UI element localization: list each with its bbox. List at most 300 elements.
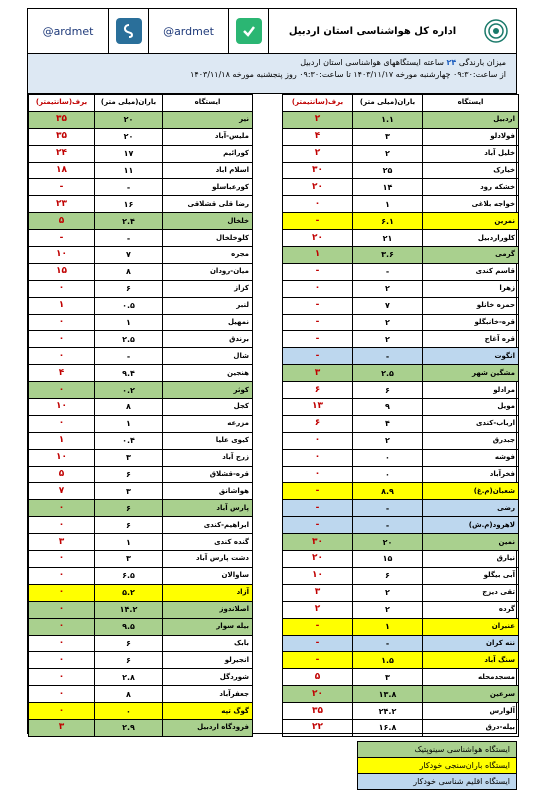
snow-value: ۰ (29, 601, 95, 618)
rain-value: ۱۴.۲ (95, 601, 163, 618)
bale-cell (228, 9, 268, 53)
table-row (283, 601, 519, 618)
station-name: خیارک (423, 162, 519, 179)
table-row (283, 432, 519, 449)
snow-value: ۰ (29, 703, 95, 720)
met-logo-icon (483, 18, 509, 44)
table-row (283, 652, 519, 669)
rain-value: ۲.۴ (95, 213, 163, 230)
station-name: کلوخلخال (163, 230, 253, 247)
station-name: انجیرلو (163, 652, 253, 669)
snow-value: ۱۰ (29, 449, 95, 466)
snow-value: ۲ (283, 601, 353, 618)
station-name: نمرین (423, 213, 519, 230)
table-row (283, 213, 519, 230)
rain-value: ۲ (353, 314, 423, 331)
snow-value: ۲۰ (283, 686, 353, 703)
rain-value: ۶ (353, 382, 423, 399)
snow-value: - (283, 517, 353, 534)
handle-left[interactable]: @ardmet (42, 24, 94, 38)
snow-value: ۰ (283, 280, 353, 297)
snow-value: ۶ (283, 415, 353, 432)
station-name: ساوالان (163, 567, 253, 584)
snow-value: ۵ (29, 213, 95, 230)
station-name: کجل (163, 399, 253, 416)
snow-value: ۲۴ (29, 145, 95, 162)
station-name: فوشه (423, 449, 519, 466)
table-row (283, 500, 519, 517)
station-name: مشگین شهر (423, 365, 519, 382)
legend (357, 741, 517, 790)
snow-value: ۶ (283, 382, 353, 399)
table-row (283, 415, 519, 432)
station-name: لاهرود(م.ش) (423, 517, 519, 534)
table-row (29, 382, 253, 399)
table-row (29, 297, 253, 314)
rain-value: - (95, 179, 163, 196)
station-name: کورائیم (163, 145, 253, 162)
snow-value: - (283, 263, 353, 280)
rain-value: ۰.۴ (95, 432, 163, 449)
legend-climate-auto: ایستگاه اقلیم شناسی خودکار (358, 774, 516, 789)
snow-value: ۰ (29, 618, 95, 635)
snow-value: ۴ (29, 365, 95, 382)
station-name: هواشانق (163, 483, 253, 500)
rain-value: ۱۴ (353, 179, 423, 196)
snow-value: - (29, 179, 95, 196)
rain-value: ۸ (95, 686, 163, 703)
snow-value: ۰ (29, 331, 95, 348)
snow-value: ۰ (283, 196, 353, 213)
table-row (29, 449, 253, 466)
table-row (29, 128, 253, 145)
snow-value: ۳ (29, 534, 95, 551)
station-name: ننه کران (423, 635, 519, 652)
snow-value: - (29, 230, 95, 247)
table-header-row (29, 95, 253, 112)
snow-value: ۱۰ (29, 247, 95, 264)
station-name: گرمی (423, 247, 519, 264)
table-row (29, 466, 253, 483)
station-name: زرج آباد (163, 449, 253, 466)
snow-value: - (283, 331, 353, 348)
rain-value: ۱ (353, 618, 423, 635)
table-row (29, 669, 253, 686)
station-name: گوگ تپه (163, 703, 253, 720)
table-row (283, 179, 519, 196)
rain-value: ۱.۵ (353, 652, 423, 669)
rain-value: ۲ (353, 331, 423, 348)
table-row (29, 618, 253, 635)
rain-value: - (353, 517, 423, 534)
rain-value: - (353, 500, 423, 517)
table-row (283, 162, 519, 179)
rain-value: - (95, 348, 163, 365)
station-name: آزاد (163, 584, 253, 601)
station-name: رضی (423, 500, 519, 517)
station-name: اصلاندوز (163, 601, 253, 618)
station-name: فولادلو (423, 128, 519, 145)
table-row (283, 128, 519, 145)
table-row (29, 314, 253, 331)
snow-value: ۰ (283, 432, 353, 449)
rain-value: ۲۴.۲ (353, 703, 423, 720)
table-row (283, 567, 519, 584)
table-row (283, 230, 519, 247)
info-line-2: از ساعت:۰۹:۳۰ چهارشنبه مورخه ۱۴۰۳/۱۱/۱۷ تا ساعت:۰۹:۳۰ روز پنجشنبه مورخه ۱۴۰۳/۱۱/۱۸ (190, 70, 506, 79)
station-name: تقی دیزج (423, 584, 519, 601)
bale-app-icon[interactable] (236, 18, 262, 44)
table-row (29, 719, 253, 736)
station-name: حمزه خانلو (423, 297, 519, 314)
table-row (29, 365, 253, 382)
rain-value: ۷ (95, 247, 163, 264)
table-row (29, 331, 253, 348)
station-name: بیله-درق (423, 719, 519, 736)
rain-value: ۱۷ (95, 145, 163, 162)
col-rain: باران(میلی متر) (353, 95, 423, 112)
snow-value: ۲ (283, 111, 353, 128)
rain-value: ۲۵ (353, 162, 423, 179)
table-row (283, 297, 519, 314)
snow-value: - (283, 483, 353, 500)
station-name: اردبیل (423, 111, 519, 128)
snow-value: ۱ (29, 432, 95, 449)
table-row (29, 432, 253, 449)
table-row (29, 567, 253, 584)
station-name: هنجین (163, 365, 253, 382)
station-name: کزاز (163, 280, 253, 297)
rain-value: ۳ (353, 128, 423, 145)
table-row (283, 145, 519, 162)
rain-value: ۰ (353, 449, 423, 466)
rain-value: ۱۶ (95, 196, 163, 213)
rain-value: ۶ (95, 466, 163, 483)
rain-value: ۰.۲ (95, 382, 163, 399)
snow-value: ۰ (29, 686, 95, 703)
table-row (29, 652, 253, 669)
station-name: زهرا (423, 280, 519, 297)
col-station: ایستگاه (423, 95, 519, 112)
snow-value: ۳۵ (29, 128, 95, 145)
snow-value: ۰ (29, 551, 95, 568)
station-name: مرادلو (423, 382, 519, 399)
station-name: گنده کندی (163, 534, 253, 551)
rain-value: ۹ (353, 399, 423, 416)
rain-value: ۶ (95, 280, 163, 297)
station-name: شوردگل (163, 669, 253, 686)
station-name: نیارق (423, 551, 519, 568)
hours-value: ۲۴ (446, 58, 457, 67)
snow-value: - (283, 314, 353, 331)
table-row (29, 534, 253, 551)
rain-value: ۳ (95, 483, 163, 500)
rain-value: ۳.۶ (353, 247, 423, 264)
station-name: لنبر (163, 297, 253, 314)
snow-value: ۱ (29, 297, 95, 314)
rain-value: ۳ (95, 449, 163, 466)
title-cell (268, 9, 476, 53)
table-row (29, 348, 253, 365)
snow-value: ۰ (29, 415, 95, 432)
snow-value: ۲۰ (283, 230, 353, 247)
snow-value: ۰ (29, 652, 95, 669)
rain-value: ۷ (353, 297, 423, 314)
station-name: قره-قشلاق (163, 466, 253, 483)
station-name: برندق (163, 331, 253, 348)
snow-value: ۱ (283, 247, 353, 264)
station-name: گرده (423, 601, 519, 618)
station-name: عنبران (423, 618, 519, 635)
table-row (29, 263, 253, 280)
rain-value: ۲ (353, 584, 423, 601)
station-name: ابراهیم-کندی (163, 517, 253, 534)
station-name: میان-رودان (163, 263, 253, 280)
table-row (283, 669, 519, 686)
table-header-row (283, 95, 519, 112)
snow-value: - (283, 618, 353, 635)
table-row (29, 179, 253, 196)
rain-value: ۲.۹ (95, 719, 163, 736)
snow-value: ۰ (29, 314, 95, 331)
legend-rain-auto: ایستگاه باران‌سنجی خودکار (358, 758, 516, 774)
rain-value: ۶.۵ (95, 567, 163, 584)
col-station: ایستگاه (163, 95, 253, 112)
snow-value: ۰ (29, 500, 95, 517)
table-row (29, 584, 253, 601)
table-row (29, 145, 253, 162)
station-name: فخرآباد (423, 466, 519, 483)
rain-value: ۱ (95, 534, 163, 551)
logo-cell (476, 9, 516, 53)
rain-value: ۲.۵ (353, 365, 423, 382)
snow-value: ۲۰ (283, 551, 353, 568)
station-name: پارس آباد (163, 500, 253, 517)
table-row (283, 719, 519, 736)
station-name: خواجه بلاغی (423, 196, 519, 213)
table-row (283, 551, 519, 568)
rain-value: ۴ (353, 415, 423, 432)
right-station-table (282, 94, 519, 737)
snow-value: ۰ (29, 669, 95, 686)
rain-value: ۲۱ (353, 230, 423, 247)
rain-value: ۹.۴ (95, 365, 163, 382)
snow-value: ۳۰ (283, 162, 353, 179)
rain-value: ۲ (353, 601, 423, 618)
snow-value: ۰ (29, 517, 95, 534)
station-name: شعبان(م.غ) (423, 483, 519, 500)
snow-value: ۱۰ (283, 567, 353, 584)
table-row (29, 162, 253, 179)
table-row (283, 686, 519, 703)
table-row (283, 466, 519, 483)
rain-value: ۶ (353, 567, 423, 584)
table-row (283, 111, 519, 128)
table-row (283, 196, 519, 213)
table-row (283, 534, 519, 551)
station-name: بیله سوار (163, 618, 253, 635)
rain-value: ۶ (95, 635, 163, 652)
table-row (29, 280, 253, 297)
snow-value: ۳۵ (283, 703, 353, 720)
snow-value: ۳۵ (29, 111, 95, 128)
station-name: مجره (163, 247, 253, 264)
table-row (29, 686, 253, 703)
table-row (283, 314, 519, 331)
snow-value: ۲۳ (29, 196, 95, 213)
snow-value: ۵ (283, 669, 353, 686)
station-name: خشکه رود (423, 179, 519, 196)
table-row (29, 500, 253, 517)
snow-value: ۳ (283, 365, 353, 382)
table-row (29, 483, 253, 500)
snow-value: ۵ (29, 466, 95, 483)
snow-value: ۰ (29, 280, 95, 297)
station-name: آبی بیگلو (423, 567, 519, 584)
table-row (283, 348, 519, 365)
table-row (283, 247, 519, 264)
rain-value: ۰ (95, 703, 163, 720)
rain-value: ۲۰ (95, 128, 163, 145)
station-name: کوثر (163, 382, 253, 399)
station-name: ارباب-کندی (423, 415, 519, 432)
rain-value: ۶ (95, 517, 163, 534)
rain-value: ۸.۹ (353, 483, 423, 500)
snow-value: ۷ (29, 483, 95, 500)
snow-value: ۳ (283, 584, 353, 601)
station-name: نیر (163, 111, 253, 128)
rain-value: ۳ (95, 551, 163, 568)
rain-value: ۲.۸ (95, 669, 163, 686)
rain-value: ۲۰ (95, 111, 163, 128)
station-name: قاسم کندی (423, 263, 519, 280)
station-name: مویل (423, 399, 519, 416)
snow-value: ۰ (283, 449, 353, 466)
rain-value: ۲ (353, 280, 423, 297)
rain-value: - (353, 635, 423, 652)
station-name: شال (163, 348, 253, 365)
station-name: خلخال (163, 213, 253, 230)
rain-value: ۰ (353, 466, 423, 483)
soroush-cell (108, 9, 148, 53)
col-snow: برف(سانتیمتر) (283, 95, 353, 112)
station-name: سرعین (423, 686, 519, 703)
org-title: اداره کل هواشناسی استان اردبیل (288, 25, 457, 37)
snow-value: ۱۸ (29, 162, 95, 179)
handle-right[interactable]: @ardmet (163, 24, 214, 38)
snow-value: ۳ (29, 719, 95, 736)
table-row (29, 247, 253, 264)
rain-value: ۶ (95, 652, 163, 669)
soroush-app-icon[interactable] (116, 18, 142, 44)
rain-value: ۶.۱ (353, 213, 423, 230)
table-row (283, 635, 519, 652)
rain-value: ۸ (95, 399, 163, 416)
col-rain: باران(میلی متر) (95, 95, 163, 112)
table-row (283, 399, 519, 416)
snow-value: - (283, 348, 353, 365)
table-row (29, 111, 253, 128)
rain-value: - (95, 230, 163, 247)
station-name: کورعباسلو (163, 179, 253, 196)
rain-value: - (353, 348, 423, 365)
station-name: کلوراردبیل (423, 230, 519, 247)
station-name: جعفرآباد (163, 686, 253, 703)
snow-value: - (283, 635, 353, 652)
snow-value: ۲۰ (283, 179, 353, 196)
rain-value: ۱۳.۸ (353, 686, 423, 703)
snow-value: ۲۲ (283, 719, 353, 736)
station-name: جبدرق (423, 432, 519, 449)
table-row (283, 703, 519, 720)
rain-value: ۶ (95, 500, 163, 517)
handle-right-cell (148, 9, 228, 53)
snow-value: ۰ (29, 567, 95, 584)
table-row (283, 263, 519, 280)
station-name: نمهیل (163, 314, 253, 331)
report-frame (27, 8, 517, 734)
rain-value: ۲ (353, 432, 423, 449)
station-name: قره آغاج (423, 331, 519, 348)
report-info (28, 54, 516, 94)
table-row (29, 703, 253, 720)
handle-left-cell (28, 9, 108, 53)
station-name: دشت پارس آباد (163, 551, 253, 568)
rain-value: ۵.۲ (95, 584, 163, 601)
station-name: بابک (163, 635, 253, 652)
snow-value: - (283, 500, 353, 517)
station-name: قره-خانبگلو (423, 314, 519, 331)
station-name: سنگ آباد (423, 652, 519, 669)
snow-value: ۱۳ (283, 399, 353, 416)
station-name: کیوی علیا (163, 432, 253, 449)
rain-value: ۹.۵ (95, 618, 163, 635)
table-row (29, 551, 253, 568)
table-row (29, 196, 253, 213)
station-name: مسجدمحله (423, 669, 519, 686)
info-line-1: میزان بارندگی ۲۴ ساعته ایستگاههای هواشناسی استان اردبیل (300, 58, 506, 67)
table-row (283, 517, 519, 534)
left-station-table (28, 94, 253, 737)
rain-value: ۱۱ (95, 162, 163, 179)
table-row (283, 584, 519, 601)
station-name: انگوت (423, 348, 519, 365)
legend-synoptic: ایستگاه هواشناسی سینوپتیک (358, 742, 516, 758)
snow-value: ۰ (29, 382, 95, 399)
snow-value: ۱۵ (29, 263, 95, 280)
rain-value: ۲.۵ (95, 331, 163, 348)
rain-value: ۰.۵ (95, 297, 163, 314)
rain-value: ۱ (353, 196, 423, 213)
table-row (283, 618, 519, 635)
table-row (29, 635, 253, 652)
snow-value: ۴ (283, 128, 353, 145)
station-name: فرودگاه اردبیل (163, 719, 253, 736)
rain-value: ۱.۱ (353, 111, 423, 128)
snow-value: ۲ (283, 145, 353, 162)
table-row (29, 213, 253, 230)
table-row (283, 449, 519, 466)
report-header (28, 9, 516, 54)
col-snow: برف(سانتیمتر) (29, 95, 95, 112)
snow-value: ۰ (29, 635, 95, 652)
table-row (29, 399, 253, 416)
snow-value: - (283, 297, 353, 314)
snow-value: ۱۰ (29, 399, 95, 416)
rain-value: ۳ (353, 669, 423, 686)
table-row (283, 331, 519, 348)
snow-value: ۳۰ (283, 534, 353, 551)
